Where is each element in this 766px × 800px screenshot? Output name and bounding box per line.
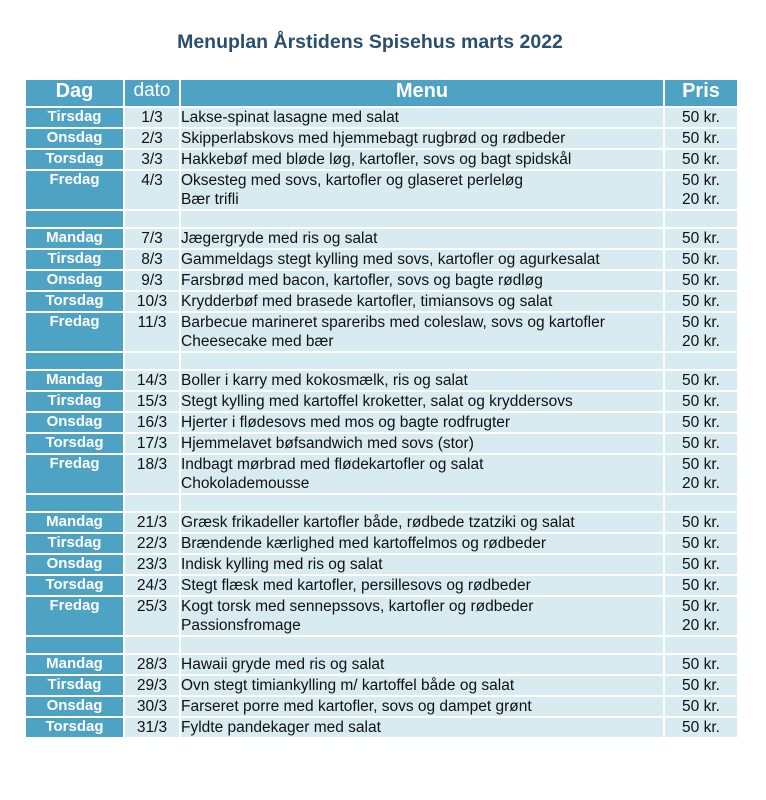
dish-text: Hawaii gryde med ris og salat [181, 656, 385, 673]
table-row [26, 249, 737, 270]
date-cell: 8/3 [124, 249, 180, 270]
dish-text: Farsbrød med bacon, kartofler, sovs og bagte rødløg [181, 272, 543, 289]
table-row [26, 291, 737, 312]
dish-text: Indbagt mørbrad med flødekartofler og salat [181, 456, 484, 473]
menu-cell [180, 412, 664, 433]
day-cell: Tirsdag [26, 533, 124, 554]
day-cell: Onsdag [26, 554, 124, 575]
price-cell [664, 533, 737, 554]
menu-cell [180, 575, 664, 596]
dish-text: Hjemmelavet bøfsandwich med sovs (stor) [181, 435, 474, 452]
menu-cell [180, 675, 664, 696]
date-cell: 14/3 [124, 370, 180, 391]
separator-cell [180, 210, 664, 228]
separator-cell [664, 494, 737, 512]
header-menu: Menu [180, 80, 664, 107]
price-cell [664, 149, 737, 170]
table-row [26, 575, 737, 596]
menu-cell [180, 170, 664, 210]
dish-text: Gammeldags stegt kylling med sovs, kartofler og agurkesalat [181, 251, 600, 268]
day-cell: Tirsdag [26, 391, 124, 412]
price-text: 20 kr. [682, 475, 720, 492]
dish-text: Brændende kærlighed med kartoffelmos og rødbeder [181, 535, 547, 552]
price-text: 20 kr. [682, 191, 720, 208]
separator-cell [26, 636, 124, 654]
table-row [26, 391, 737, 412]
date-cell: 17/3 [124, 433, 180, 454]
price-cell [664, 291, 737, 312]
table-row [26, 433, 737, 454]
price-cell [664, 170, 737, 210]
table-row [26, 717, 737, 738]
table-row [26, 675, 737, 696]
price-cell [664, 596, 737, 636]
table-header-row [26, 80, 737, 107]
dish-text: Stegt kylling med kartoffel kroketter, salat og kryddersovs [181, 393, 573, 410]
separator-cell [664, 210, 737, 228]
price-cell [664, 512, 737, 533]
price-text: 50 kr. [682, 372, 720, 389]
day-cell: Onsdag [26, 128, 124, 149]
menu-cell [180, 533, 664, 554]
table-row [26, 533, 737, 554]
date-cell: 3/3 [124, 149, 180, 170]
price-cell [664, 717, 737, 738]
table-row [26, 654, 737, 675]
week-separator-row [26, 210, 737, 228]
dish-text: Kogt torsk med sennepssovs, kartofler og rødbeder [181, 598, 534, 615]
dish-text: Ovn stegt timiankylling m/ kartoffel både og salat [181, 677, 515, 694]
date-cell: 9/3 [124, 270, 180, 291]
dish-text: Bær trifli [181, 191, 239, 208]
price-text: 50 kr. [682, 151, 720, 168]
dish-text: Boller i karry med kokosmælk, ris og salat [181, 372, 468, 389]
price-text: 50 kr. [682, 393, 720, 410]
dish-text: Farseret porre med kartofler, sovs og dampet grønt [181, 698, 532, 715]
separator-cell [26, 210, 124, 228]
day-cell: Torsdag [26, 433, 124, 454]
day-cell: Fredag [26, 454, 124, 494]
price-text: 20 kr. [682, 333, 720, 350]
menu-cell [180, 228, 664, 249]
page-title: Menuplan Årstidens Spisehus marts 2022 [177, 31, 563, 53]
price-cell [664, 128, 737, 149]
week-separator-row [26, 352, 737, 370]
menu-cell [180, 107, 664, 128]
price-text: 50 kr. [682, 272, 720, 289]
dish-text: Passionsfromage [181, 617, 301, 634]
separator-cell [124, 494, 180, 512]
date-cell: 10/3 [124, 291, 180, 312]
dish-text: Stegt flæsk med kartofler, persillesovs og rødbeder [181, 577, 531, 594]
menu-cell [180, 270, 664, 291]
date-cell: 15/3 [124, 391, 180, 412]
day-cell: Mandag [26, 512, 124, 533]
day-cell: Onsdag [26, 412, 124, 433]
date-cell: 31/3 [124, 717, 180, 738]
dish-text: Barbecue marineret spareribs med coleslaw, sovs og kartofler [181, 314, 605, 331]
price-cell [664, 412, 737, 433]
menu-body [26, 107, 737, 738]
menu-cell [180, 717, 664, 738]
price-cell [664, 696, 737, 717]
dish-text: Krydderbøf med brasede kartofler, timiansovs og salat [181, 293, 553, 310]
table-row [26, 270, 737, 291]
week-separator-row [26, 494, 737, 512]
day-cell: Torsdag [26, 575, 124, 596]
dish-text: Græsk frikadeller kartofler både, rødbede tzatziki og salat [181, 514, 575, 531]
menu-cell [180, 554, 664, 575]
price-text: 50 kr. [682, 456, 720, 473]
menu-cell [180, 249, 664, 270]
date-cell: 22/3 [124, 533, 180, 554]
separator-cell [180, 352, 664, 370]
price-text: 50 kr. [682, 109, 720, 126]
date-cell: 23/3 [124, 554, 180, 575]
menu-cell [180, 370, 664, 391]
price-text: 50 kr. [682, 535, 720, 552]
price-text: 50 kr. [682, 677, 720, 694]
date-cell: 2/3 [124, 128, 180, 149]
dish-text: Lakse-spinat lasagne med salat [181, 109, 399, 126]
price-text: 50 kr. [682, 414, 720, 431]
date-cell: 25/3 [124, 596, 180, 636]
separator-cell [124, 636, 180, 654]
price-cell [664, 433, 737, 454]
price-text: 50 kr. [682, 130, 720, 147]
price-text: 50 kr. [682, 314, 720, 331]
menu-cell [180, 291, 664, 312]
date-cell: 7/3 [124, 228, 180, 249]
menu-cell [180, 128, 664, 149]
day-cell: Torsdag [26, 291, 124, 312]
table-row [26, 554, 737, 575]
separator-cell [124, 210, 180, 228]
price-text: 50 kr. [682, 656, 720, 673]
menu-cell [180, 391, 664, 412]
table-row [26, 412, 737, 433]
price-text: 50 kr. [682, 514, 720, 531]
date-cell: 1/3 [124, 107, 180, 128]
price-text: 50 kr. [682, 556, 720, 573]
date-cell: 18/3 [124, 454, 180, 494]
price-cell [664, 675, 737, 696]
table-row [26, 512, 737, 533]
separator-cell [26, 352, 124, 370]
date-cell: 30/3 [124, 696, 180, 717]
dish-text: Skipperlabskovs med hjemmebagt rugbrød og rødbeder [181, 130, 566, 147]
menu-cell [180, 312, 664, 352]
price-text: 50 kr. [682, 577, 720, 594]
price-cell [664, 370, 737, 391]
day-cell: Mandag [26, 228, 124, 249]
day-cell: Tirsdag [26, 107, 124, 128]
price-cell [664, 249, 737, 270]
menu-cell [180, 512, 664, 533]
price-text: 50 kr. [682, 172, 720, 189]
price-cell [664, 228, 737, 249]
date-cell: 21/3 [124, 512, 180, 533]
table-row [26, 312, 737, 352]
day-cell: Mandag [26, 654, 124, 675]
header-day: Dag [26, 80, 124, 107]
day-cell: Torsdag [26, 149, 124, 170]
date-cell: 16/3 [124, 412, 180, 433]
separator-cell [26, 494, 124, 512]
table-row [26, 149, 737, 170]
dish-text: Jægergryde med ris og salat [181, 230, 378, 247]
day-cell: Torsdag [26, 717, 124, 738]
table-row [26, 696, 737, 717]
price-cell [664, 107, 737, 128]
day-cell: Tirsdag [26, 249, 124, 270]
dish-text: Cheesecake med bær [181, 333, 334, 350]
header-date: dato [124, 80, 180, 107]
price-cell [664, 575, 737, 596]
table-row [26, 128, 737, 149]
price-text: 50 kr. [682, 293, 720, 310]
table-row [26, 596, 737, 636]
menu-cell [180, 654, 664, 675]
date-cell: 24/3 [124, 575, 180, 596]
price-text: 50 kr. [682, 598, 720, 615]
dish-text: Hjerter i flødesovs med mos og bagte rodfrugter [181, 414, 511, 431]
price-text: 50 kr. [682, 719, 720, 736]
menu-cell [180, 696, 664, 717]
date-cell: 11/3 [124, 312, 180, 352]
price-cell [664, 312, 737, 352]
menu-cell [180, 433, 664, 454]
date-cell: 28/3 [124, 654, 180, 675]
price-cell [664, 270, 737, 291]
table-row [26, 228, 737, 249]
dish-text: Oksesteg med sovs, kartofler og glaseret perleløg [181, 172, 524, 189]
day-cell: Fredag [26, 170, 124, 210]
menu-cell [180, 454, 664, 494]
table-row [26, 170, 737, 210]
price-cell [664, 391, 737, 412]
table-row [26, 370, 737, 391]
price-text: 50 kr. [682, 230, 720, 247]
price-text: 50 kr. [682, 698, 720, 715]
separator-cell [664, 352, 737, 370]
day-cell: Onsdag [26, 270, 124, 291]
day-cell: Mandag [26, 370, 124, 391]
price-text: 50 kr. [682, 251, 720, 268]
date-cell: 4/3 [124, 170, 180, 210]
week-separator-row [26, 636, 737, 654]
table-row [26, 454, 737, 494]
dish-text: Fyldte pandekager med salat [181, 719, 381, 736]
price-cell [664, 654, 737, 675]
price-cell [664, 554, 737, 575]
separator-cell [664, 636, 737, 654]
day-cell: Fredag [26, 312, 124, 352]
menu-cell [180, 596, 664, 636]
dish-text: Indisk kylling med ris og salat [181, 556, 383, 573]
header-price: Pris [664, 80, 737, 107]
separator-cell [180, 494, 664, 512]
separator-cell [124, 352, 180, 370]
separator-cell [180, 636, 664, 654]
menu-table [26, 80, 737, 739]
table-row [26, 107, 737, 128]
price-cell [664, 454, 737, 494]
date-cell: 29/3 [124, 675, 180, 696]
menu-cell [180, 149, 664, 170]
price-text: 50 kr. [682, 435, 720, 452]
dish-text: Chokolademousse [181, 475, 310, 492]
day-cell: Tirsdag [26, 675, 124, 696]
price-text: 20 kr. [682, 617, 720, 634]
day-cell: Fredag [26, 596, 124, 636]
day-cell: Onsdag [26, 696, 124, 717]
dish-text: Hakkebøf med bløde løg, kartofler, sovs og bagt spidskål [181, 151, 572, 168]
